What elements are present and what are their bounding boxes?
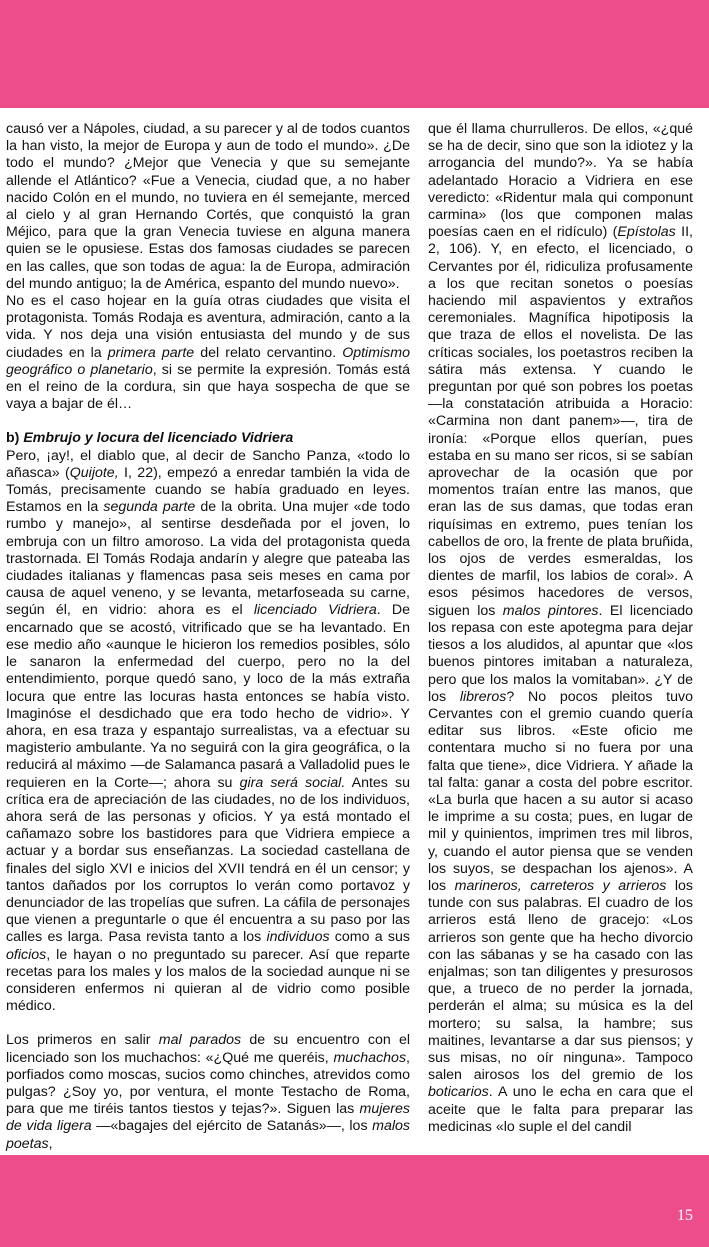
left-text-column [6, 121, 410, 1153]
italic-term: muchachos [333, 1049, 407, 1066]
text-run: No es el caso hojear en la guía otras ciudades que visita el protagonista. Tomás Rodaja es aventura, admiración, canto a la vida. Y nos deja una visión entusiasta del mundo y de sus ciudades en la [6, 293, 410, 361]
text-run: como a sus [329, 929, 410, 946]
text-run: . De encarnado que se acostó, vitrificado que se ha levantado. En ese medio año «aunque le hicieron los remedios posibles, sólo le sanaron la enfermedad del cuerpo, pero no la del entendimiento, porque quedó sano, y loco de la más extraña locura que entre las locuras hasta entonces se había visto. Imaginóse el desdichado que era todo hecho de vidrio». Y ahora, en esa traza y espantajo surrealistas, va a efectuar su magisterio ambulante. Ya no seguirá con la gira geográfica, o la reducirá al máximo —de Salamanca pasará a Valladolid pues le requieren en la Corte—; ahora su [6, 602, 410, 791]
italic-term: mal parados [158, 1032, 242, 1049]
text-run: causó ver a Nápoles, ciudad, a su parecer y al de todos cuantos la han visto, la mejor de Europa y aun de todo el mundo». ¿De todo el mundo? ¿Mejor que Venecia y que su semejante allende el Atlántico? «Fue a Venecia, ciudad que, a no haber nacido Colón en el mundo, no tuviera en él semejante, merced al cielo y al gran Hernando Cortés, que conquistó la gran Méjico, para que la gran Venecia tuviese en alguna manera quien se le opusiese. Estas dos famosas ciudades se parecen en las calles, que son todas de agua: la de Europa, admiración del mundo antiguo; la de América, espanto del mundo nuevo». [6, 121, 410, 292]
text-run: , porfiados como moscas, sucios como chinches, atrevidos como pulgas? ¿Soy yo, por ventura, el monte Testacho de Roma, para que me tiréis tantos tiestos y tejas?». Siguen las [6, 1049, 410, 1118]
text-run: Antes su crítica era de apreciación de las ciudades, no de los individuos, ahora será de las personas y oficios. Y ya está montado el cañamazo sobre los bastidores para que Vidriera empiece a actuar y a bordar sus enseñanzas. La sociedad castellana de finales del siglo XVI e inicios del XVII tendrá en él un censor; y tantos dañados por los corruptos lo verán como portavoz y denunciador de las tropelías que sufren. La cáfila de personajes que vienen a preguntarle o que él encuentra a su paso por las calles es larga. Pasa revista tanto a los [6, 774, 410, 946]
text-run: , le hayan o no preguntado su parecer. Así que reparte recetas para los males y los malos de la sociedad aunque ni se consideren enfermos ni quieran al de vidrio como posible médico. [6, 946, 410, 1015]
italic-term: oficios [6, 946, 47, 963]
italic-term: libreros [459, 688, 507, 705]
italic-term: malos pintores [502, 602, 599, 619]
section-heading [6, 430, 410, 447]
italic-term: Quijote, [69, 464, 119, 481]
paragraph [6, 1032, 410, 1152]
paragraph [6, 448, 410, 1016]
text-run: —«bagajes del ejército de Satanás»—, los [91, 1118, 373, 1135]
text-run: de la obrita. Una mujer «de todo rumbo y manejo», al sentirse desdeñada por el joven, lo embruja con un filtro amoroso. La vida del protagonista queda trastornada. El Tomás Rodaja andarín y alegre que pateaba las ciudades italianas y flamencas pasa seis meses en cama por causa de aquel veneno, y se levanta, metarfoseada su carne, según él, en vidrio: ahora es el [6, 499, 411, 619]
italic-term: Optimismo geográfico o planetario [6, 344, 410, 378]
right-text-column [428, 121, 693, 1136]
italic-term: licenciado Vidriera [253, 602, 377, 619]
text-run: , si se permite la expresión. Tomás está en el reino de la cordura, sin que haya sospecha de que se vaya a bajar de él… [6, 361, 411, 413]
section-heading-title: Embrujo y locura del licenciado Vidriera [23, 430, 294, 447]
italic-term: malos poetas [6, 1118, 410, 1152]
paragraph [6, 293, 410, 413]
bottom-color-band [0, 1155, 709, 1247]
italic-term: boticarios [428, 1084, 489, 1101]
italic-term: mujeres de vida ligera [6, 1101, 410, 1135]
top-color-band [0, 0, 709, 108]
section-heading-letter: b) [6, 430, 24, 447]
italic-term: primera parte [107, 344, 195, 361]
text-run: , [48, 1135, 53, 1152]
text-run: Los primeros en salir [6, 1032, 159, 1049]
paragraph [428, 121, 693, 1136]
text-run: . A uno le echa en cara que el aceite que le falta para preparar las medicinas «lo suple el del candil [428, 1084, 693, 1135]
page-number: 15 [677, 1207, 693, 1224]
text-run: II, 2, 106). Y, en efecto, el licenciado, o Cervantes por él, ridiculiza profusamente a los que recitan sonetos o poesías haciendo mil aspavientos y extraños ceremoniales. Magnífica hipotiposis la que traza de ellos el novelista. De las críticas sociales, los poetastros reciben la sátira más extensa. Y cuando le preguntan por qué son pobres los poetas —la constatación atribuida a Horacio: «Carmina non dant panem»—, tira de ironía: «Porque ellos querían, pues estaba en su mano ser ricos, si se sabían aprovechar de la ocasión que por momentos traían entre las manos, que eran las de sus damas, que todas eran riquísimas en extremo, pues tenían los cabellos de oro, la frente de plata bruñida, los ojos de verdes esmeraldas, los dientes de marfil, los labios de coral». A esos pésimos hacedores de versos, siguen los [428, 224, 694, 619]
text-run: los tunde con sus palabras. El cuadro de los arrieros está lleno de gracejo: «Los arrieros son gente que ha hecho divorcio con las sábanas y se ha casado con las enjalmas; son tan diligentes y presurosos que, a trueco de no perder la jornada, perderán el alma; su música es la del mortero; su salsa, la hambre; sus maitines, levantarse a dar sus piensos; y sus misas, no oír ninguna». Tampoco salen airosos los del gremio de los [428, 877, 693, 1084]
italic-term: marineros, carreteros y arrieros [454, 877, 667, 894]
italic-term: Epístolas [617, 224, 676, 241]
italic-term: individuos [266, 929, 330, 946]
text-run: Pero, ¡ay!, el diablo que, al decir de Sancho Panza, «todo lo añasca» ( [6, 447, 410, 481]
text-run: del relato cervantino. [194, 344, 343, 361]
text-run: . El licenciado los repasa con este apotegma para dejar tiesos a los aludidos, al apuntar que «los buenos pintores imitaban a naturaleza, pero que los malos la vomitaban». ¿Y de los [428, 602, 693, 705]
text-run: ? No pocos pleitos tuvo Cervantes con el gremio cuando quería editar sus libros. «Este oficio me contentara mucho si no fuera por una falta que tiene», dice Vidriera. Y añade la tal falta: ganar a costa del pobre escritor. «La burla que hacen a su autor si acaso le imprime a su costa; pues, en lugar de mil y quinientos, imprimen tres mil libros, y, cuando el autor piensa que se venden los suyos, se despachan los ajenos». A los [428, 688, 693, 894]
paragraph [6, 121, 410, 293]
text-run: de su encuentro con el licenciado son los muchachos: «¿Qué me queréis, [6, 1032, 411, 1066]
text-run: que él llama churrulleros. De ellos, «¿qué se ha de decir, sino que son la idiotez y la arrogancia del mundo?». Ya se había adelantado Horacio a Vidriera en ese veredicto: «Ridentur mala qui componunt carmina» (los que componen malas poesías caen en el ridículo) ( [428, 121, 693, 241]
italic-term: segunda parte [103, 499, 196, 516]
italic-term: gira será social. [239, 774, 346, 791]
text-run: I, 22), empezó a enredar también la vida de Tomás, precisamente cuando se había graduado en leyes. Estamos en la [6, 464, 410, 516]
